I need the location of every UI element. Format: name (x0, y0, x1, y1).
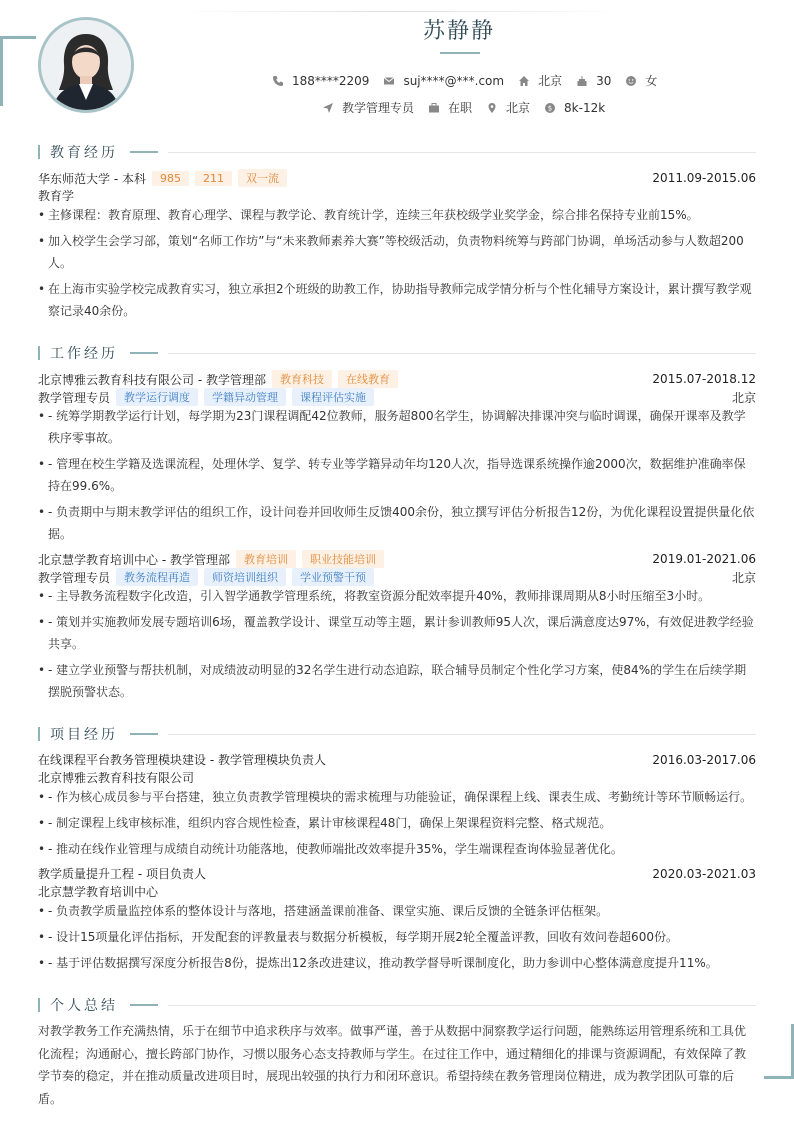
section-title: 教育经历 (50, 145, 118, 161)
summary-text: 对教学教务工作充满热情，乐于在细节中追求秩序与效率。做事严谨，善于从数据中洞察教学运行问题，能熟练运用管理系统和工具优化流程；沟通耐心，擅长跨部门协作，习惯以服务心态支持教师与学生。在过往工作中，通过精细化的排课与资源调配，有效保障了教学节奏的稳定，并在推动质量改进项目时，展现出较强的执行力和闭环意识。希望持续在教务管理岗位精进，成为教学团队可靠的后盾。 (38, 1024, 747, 1106)
school-tag: 双一流 (238, 169, 287, 187)
project-bullet: • - 基于评估数据撰写深度分析报告8份，提炼出12条改进建议，推动教学督导听课制度化，助力参训中心整体满意度提升11%。 (38, 952, 756, 974)
section-education-header (38, 142, 756, 162)
education-bullet: • 在上海市实验学校完成教育实习，独立承担2个班级的助教工作，协助指导教师完成学情分析与个性化辅导方案设计，累计撰写教学观察记录40余份。 (38, 278, 756, 322)
project-title: 在线课程平台教务管理模块建设 - 教学管理模块负责人 (38, 753, 326, 767)
project-bullet: • - 作为核心成员参与平台搭建，独立负责教学管理模块的需求梳理与功能验证，确保课程上线、课表生成、考勤统计等环节顺畅运行。 (38, 786, 756, 808)
project-bullet: • - 负责教学质量监控体系的整体设计与落地，搭建涵盖课前准备、课堂实施、课后反馈的全链条评估框架。 (38, 900, 756, 922)
job-item (322, 99, 414, 116)
role-tag: 师资培训组织 (204, 568, 286, 586)
salary-item (544, 101, 605, 115)
job-intent-row (322, 99, 619, 116)
send-icon (322, 102, 334, 114)
company-name: 北京慧学教育培训中心 - 教学管理部 (38, 552, 230, 567)
company-tag: 教育科技 (272, 370, 332, 388)
age-text: 30 (596, 73, 612, 88)
education-entry (38, 169, 756, 187)
project-entry-header (38, 865, 756, 882)
svg-text:$: $ (547, 104, 553, 113)
school-name: 华东师范大学 - 本科 (38, 171, 146, 186)
gender-text: 女 (645, 74, 658, 88)
project-org: 北京博雅云教育科技有限公司 (38, 771, 195, 785)
company-name: 北京博雅云教育科技有限公司 - 教学管理部 (38, 372, 266, 387)
section-dash (130, 733, 158, 735)
location-pin-icon (486, 102, 498, 114)
work-location: 北京 (731, 570, 756, 585)
briefcase-icon (428, 102, 440, 114)
major: 教育学 (38, 189, 75, 203)
coin-icon (544, 102, 556, 114)
work-bullet: • - 管理在校生学籍及选课流程，处理休学、复学、转专业等学籍异动年均120人次，指导选课系统操作逾2000次，数据维护准确率保持在99.6%。 (38, 453, 756, 497)
project-bullet: • - 推动在线作业管理与成绩自动统计功能落地，使教师端批改效率提升35%，学生端课程查询体验显著优化。 (38, 838, 756, 860)
city-text: 北京 (538, 74, 563, 88)
status-text: 在职 (448, 101, 473, 115)
work-bullet: • - 策划并实施教师发展专题培训6场，覆盖教学设计、课堂互动等主题，累计参训教师95人次，课后满意度达97%，有效促进教学经验共享。 (38, 611, 756, 655)
project-date: 2020.03-2021.03 (652, 866, 756, 881)
work-bullet: • - 建立学业预警与帮扶机制，对成绩波动明显的32名学生进行动态追踪，联合辅导员制定个性化学习方案，使84%的学生在后续学期摆脱预警状态。 (38, 659, 756, 703)
work-role-row (38, 388, 756, 406)
company-tag: 职业技能培训 (302, 550, 384, 568)
age-item (576, 74, 611, 88)
section-bar (38, 998, 40, 1012)
status-item (428, 99, 472, 116)
target-city-item (486, 99, 530, 116)
phone-text: 188****2209 (292, 73, 370, 88)
section-project-header (38, 724, 756, 744)
work-location: 北京 (731, 390, 756, 405)
education-bullet: • 加入校学生会学习部，策划“名师工作坊”与“未来教师素养大赛”等校级活动，负责物料统筹与跨部门协调，单场活动参与人数超200人。 (38, 230, 756, 274)
section-title: 个人总结 (50, 998, 118, 1014)
role-tag: 课程评估实施 (292, 388, 374, 406)
corner-decoration-bottom-right (764, 1076, 794, 1079)
role-tag: 教务流程再造 (116, 568, 198, 586)
work-date: 2015.07-2018.12 (652, 372, 756, 386)
work-role-row (38, 568, 756, 586)
school-tag: 985 (152, 171, 189, 186)
section-title: 项目经历 (50, 727, 118, 743)
mail-icon (383, 75, 395, 87)
work-entry-header (38, 550, 756, 568)
section-line (168, 1005, 756, 1006)
contact-row (272, 72, 671, 89)
project-bullet: • - 设计15项量化评估指标，开发配套的评教量表与数据分析模板，每学期开展2轮全覆盖评教，回收有效问卷超600份。 (38, 926, 756, 948)
section-bar (38, 727, 40, 741)
role-tag: 学业预警干预 (292, 568, 374, 586)
company-tag: 教育培训 (236, 550, 296, 568)
section-line (168, 353, 756, 354)
phone-icon (272, 75, 284, 87)
corner-decoration-top-left-vertical (0, 36, 3, 106)
email-text: suj****@***.com (403, 73, 505, 88)
section-bar (38, 145, 40, 159)
target-city-text: 北京 (506, 101, 531, 115)
job-text: 教学管理专员 (342, 101, 415, 115)
section-work-header (38, 343, 756, 363)
role-name: 教学管理专员 (38, 390, 111, 405)
company-tag: 在线教育 (338, 370, 398, 388)
work-bullet: • - 统筹学期教学运行计划，每学期为23门课程调配42位教师，服务超800名学生，协调解决排课冲突与临时调课，确保开课率及教学秩序零事故。 (38, 405, 756, 449)
work-bullet: • - 负责期中与期末教学评估的组织工作，设计问卷并回收师生反馈400余份，独立撰写评估分析报告12份，为优化课程设置提供量化依据。 (38, 501, 756, 545)
section-summary-header (38, 995, 756, 1015)
section-dash (130, 1004, 158, 1006)
phone-item (272, 74, 369, 88)
role-tag: 教学运行调度 (116, 388, 198, 406)
top-divider (180, 11, 620, 12)
work-bullet: • - 主导教务流程数字化改造，引入智学通教学管理系统，将教室资源分配效率提升40%，教师排课周期从8小时压缩至3小时。 (38, 585, 756, 607)
section-line (168, 734, 756, 735)
project-entry-header (38, 751, 756, 768)
project-date: 2016.03-2017.06 (652, 752, 756, 767)
work-date: 2019.01-2021.06 (652, 552, 756, 566)
name-underline (440, 52, 480, 54)
section-line (168, 152, 756, 153)
section-dash (130, 352, 158, 354)
role-tag: 学籍异动管理 (204, 388, 286, 406)
work-entry-header (38, 370, 756, 388)
city-item (518, 72, 562, 89)
home-icon (518, 75, 530, 87)
smile-icon (625, 75, 637, 87)
section-dash (130, 151, 158, 153)
section-title: 工作经历 (50, 346, 118, 362)
gender-item (625, 72, 657, 89)
role-name: 教学管理专员 (38, 570, 111, 585)
project-org: 北京慧学教育培训中心 (38, 885, 159, 899)
email-item (383, 74, 504, 88)
project-bullet: • - 制定课程上线审核标准，组织内容合规性检查，累计审核课程48门，确保上架课程资料完整、格式规范。 (38, 812, 756, 834)
education-date: 2011.09-2015.06 (652, 171, 756, 185)
section-bar (38, 346, 40, 360)
school-tag: 211 (195, 171, 232, 186)
candidate-name: 苏静静 (422, 19, 495, 44)
education-bullet: • 主修课程：教育原理、教育心理学、课程与教学论、教育统计学，连续三年获校级学业奖学金，综合排名保持专业前15%。 (38, 204, 756, 226)
salary-text: 8k-12k (564, 100, 606, 115)
cake-icon (576, 75, 588, 87)
project-title: 教学质量提升工程 - 项目负责人 (38, 867, 206, 881)
